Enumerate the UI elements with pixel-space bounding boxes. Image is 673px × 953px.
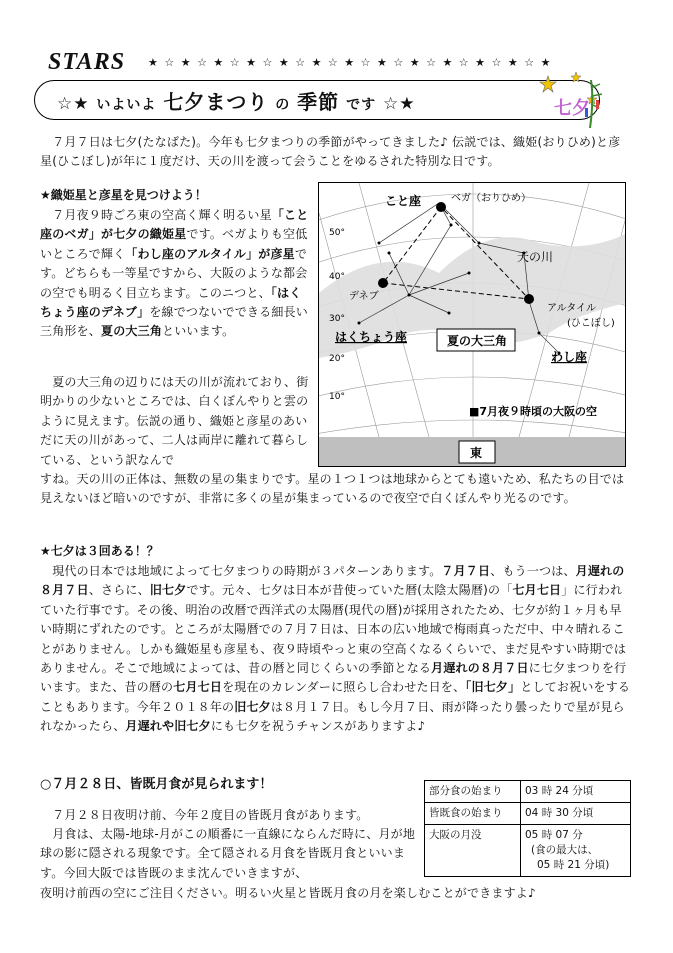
deneb-star — [378, 278, 388, 288]
label-deneb: デネブ — [349, 291, 379, 302]
label-vega: ベガ（おりひめ） — [451, 193, 531, 204]
s2-t7: を現在のカレンダーに照らし合わせた日を、 — [222, 680, 466, 695]
section1-paragraph1 — [40, 206, 310, 342]
title-banner — [34, 80, 600, 120]
banner-part3: の — [275, 96, 291, 113]
banner-part1: いよいよ — [96, 96, 157, 113]
s2-b1: ７月７日 — [441, 564, 491, 578]
banner-part4: 季節 — [297, 89, 340, 114]
s2-b2: 月遅れの８月７日 — [40, 564, 625, 598]
section1-heading: ★織姫星と彦星を見つけよう！ — [40, 188, 207, 202]
eclipse-times-table — [424, 780, 631, 877]
s2-b4: 七月七日 — [512, 583, 562, 598]
stars-decoration: ★ ☆ ★ ☆ ★ ☆ ★ ☆ ★ ☆ ★ ☆ ★ ☆ ★ ☆ ★ ☆ ★ ☆ ★ ☆ ★ ☆ ★ — [148, 56, 552, 69]
alt-50: 50° — [329, 228, 345, 238]
s1-bold-deneb: 「はくちょう座のデネブ」 — [40, 285, 302, 320]
altair-star — [524, 294, 534, 304]
label-amanogawa: 天の川 — [517, 250, 554, 264]
s2-t9: は８月１７日。もし今月７日、雨が降ったり曇ったりで星が見られなかったら、 — [40, 699, 625, 734]
label-hikoboshi: (ひこぼし) — [567, 318, 615, 329]
section3-paragraph-b: 月食は、太陽-地球-月がこの順番に一直線にならんだ時に、月が地球の影に隠される現象です。全て隠される月食を皆既月食といいます。今回大阪では皆既のまま沈んでいきますが、 — [40, 827, 416, 880]
s1-bold-vega: 「こと座のベガ」が七夕の織姫星 — [40, 208, 309, 242]
banner-part2: 七夕まつり — [163, 89, 269, 114]
section1-paragraph2-cont: すね。天の川の正体は、無数の星の集まりです。星の１つ１つは地球からとても遠いため、私たちの目では見えないほど暗いのですが、非常に多くの星が集まっているので夜空で白くぼんやり光るのです。 — [40, 472, 625, 506]
table-cell-label: 皆既食の始まり — [425, 803, 521, 825]
table-row — [425, 781, 631, 803]
section2-paragraph — [40, 562, 632, 737]
banner-prefix-stars: ☆★ — [57, 93, 90, 114]
star-map-svg — [319, 183, 626, 467]
table-row — [425, 803, 631, 825]
alt-10: 10° — [329, 392, 345, 402]
section3-heading: ○７月２８日、皆既月食が見られます！ — [40, 777, 273, 792]
label-hakucho: はくちょう座 — [335, 330, 408, 344]
s2-t4: です。元々、七夕は日本が昔使っていた暦(太陰太陽暦)の「 — [186, 583, 513, 598]
tanabata-logo — [536, 70, 606, 130]
table-cell-value: 03 時 24 分頃 — [521, 781, 631, 803]
s1-text-c: です。ベガよりも空低いところで輝く — [40, 227, 308, 261]
s2-b7: 「旧七夕」 — [465, 680, 521, 695]
section1-paragraph2: 夏の大三角の辺りには天の川が流れており、街明かりの少ないところでは、白くぼんやりと雲のように見えます。伝説の通り、織姫と彦星のあいだに天の川があって、二人は両岸に離れて暮らしている、という訳なんで — [40, 375, 309, 467]
label-altair: アルタイル — [547, 303, 596, 314]
max-eclipse-note2: 05 時 21 分頃) — [537, 859, 610, 871]
label-east: 東 — [470, 446, 483, 460]
s2-t3: 、さらに、 — [88, 583, 150, 598]
stars-title: STARS — [48, 49, 126, 75]
altitude-labels — [329, 228, 345, 402]
s2-b3: 旧七夕 — [149, 583, 187, 598]
moonset-time: 05 時 07 分 — [525, 829, 583, 841]
banner-title — [57, 86, 416, 115]
s2-t10: にも七夕を祝うチャンスがありますよ♪ — [210, 719, 426, 734]
s2-t6: に七夕まつりを行います。また、昔の暦の — [40, 661, 627, 695]
alt-20: 20° — [329, 354, 345, 364]
s2-b6: 七月七日 — [173, 680, 223, 695]
section3-paragraph-c: 夜明け前西の空にご注目ください。明るい火星と皆既月食の月を楽しむことができますよ♪ — [40, 886, 536, 900]
table-cell-value — [521, 825, 631, 877]
star-map — [318, 182, 626, 467]
table-cell-label: 大阪の月没 — [425, 825, 521, 877]
s2-b9: 月遅れや旧七夕 — [125, 719, 211, 734]
alt-30: 30° — [329, 314, 345, 324]
logo-text: 七夕 — [554, 98, 590, 118]
s1-text-g: を線でつないでできる細長い三角形を、 — [40, 305, 308, 339]
s1-text-e: です。どちらも一等星ですから、大阪のような都会の空でも明るく目立ちます。このニつと、 — [40, 246, 308, 300]
s1-bold-triangle: 夏の大三角 — [101, 324, 163, 339]
label-koto: こと座 — [385, 194, 422, 208]
intro-paragraph: ７月７日は七夕(たなばた)。今年も七夕まつりの季節がやってきました♪ 伝説では、織姫(おりひめ)と彦星(ひこぼし)が年に１度だけ、天の川を渡って会うことをゆるされた特別な日です。 — [40, 135, 621, 169]
s1-text-i: といいます。 — [162, 324, 235, 339]
s2-t2: 、もう一つは、 — [490, 564, 576, 578]
s1-bold-altair: 「わし座のアルタイル」が彦星 — [125, 246, 295, 261]
label-summer-triangle: 夏の大三角 — [447, 334, 508, 348]
table-cell-value: 04 時 30 分頃 — [521, 803, 631, 825]
map-caption: ■7月夜９時頃の大阪の空 — [469, 405, 598, 418]
banner-suffix-stars: ☆★ — [383, 93, 416, 114]
s1-text-a: ７月夜９時ごろ東の空高く輝く明るい星 — [40, 208, 272, 222]
s2-b5: 月遅れの８月７日 — [431, 661, 529, 676]
section2-heading: ★七夕は３回ある！？ — [40, 544, 159, 558]
s2-t1: 現代の日本では地域によって七夕まつりの時期が３パターンあります。 — [40, 564, 442, 578]
max-eclipse-note1: (食の最大は、 — [531, 844, 599, 856]
alt-40: 40° — [329, 272, 345, 282]
table-row — [425, 825, 631, 877]
label-washi: わし座 — [551, 350, 588, 364]
vega-star — [436, 202, 446, 212]
s2-t5: 」に行われていた行事です。その後、明治の改暦で西洋式の太陽暦(現代の暦)が採用されたため、七夕が約１ヶ月も早い時期にずれたのです。ところが太陽暦での７月７日は、日本の広い地域で梅雨真っただ中、中々晴れることがありません。しかも織姫星も彦星も、夜９時頃やっと東の空高くなるくらいで、まだ見やすい時期ではありません。そこで地域によっては、昔の暦と同じくらいの季節となる — [40, 583, 627, 676]
s2-b8: 旧七夕 — [234, 699, 271, 714]
table-cell-label: 部分食の始まり — [425, 781, 521, 803]
section3-paragraph-a: ７月２８日夜明け前、今年２度目の皆既月食があります。 — [40, 808, 369, 822]
banner-part5: です — [346, 96, 377, 113]
s2-t8: としてお祝いをすることもあります。今年２０１８年の — [40, 680, 631, 714]
